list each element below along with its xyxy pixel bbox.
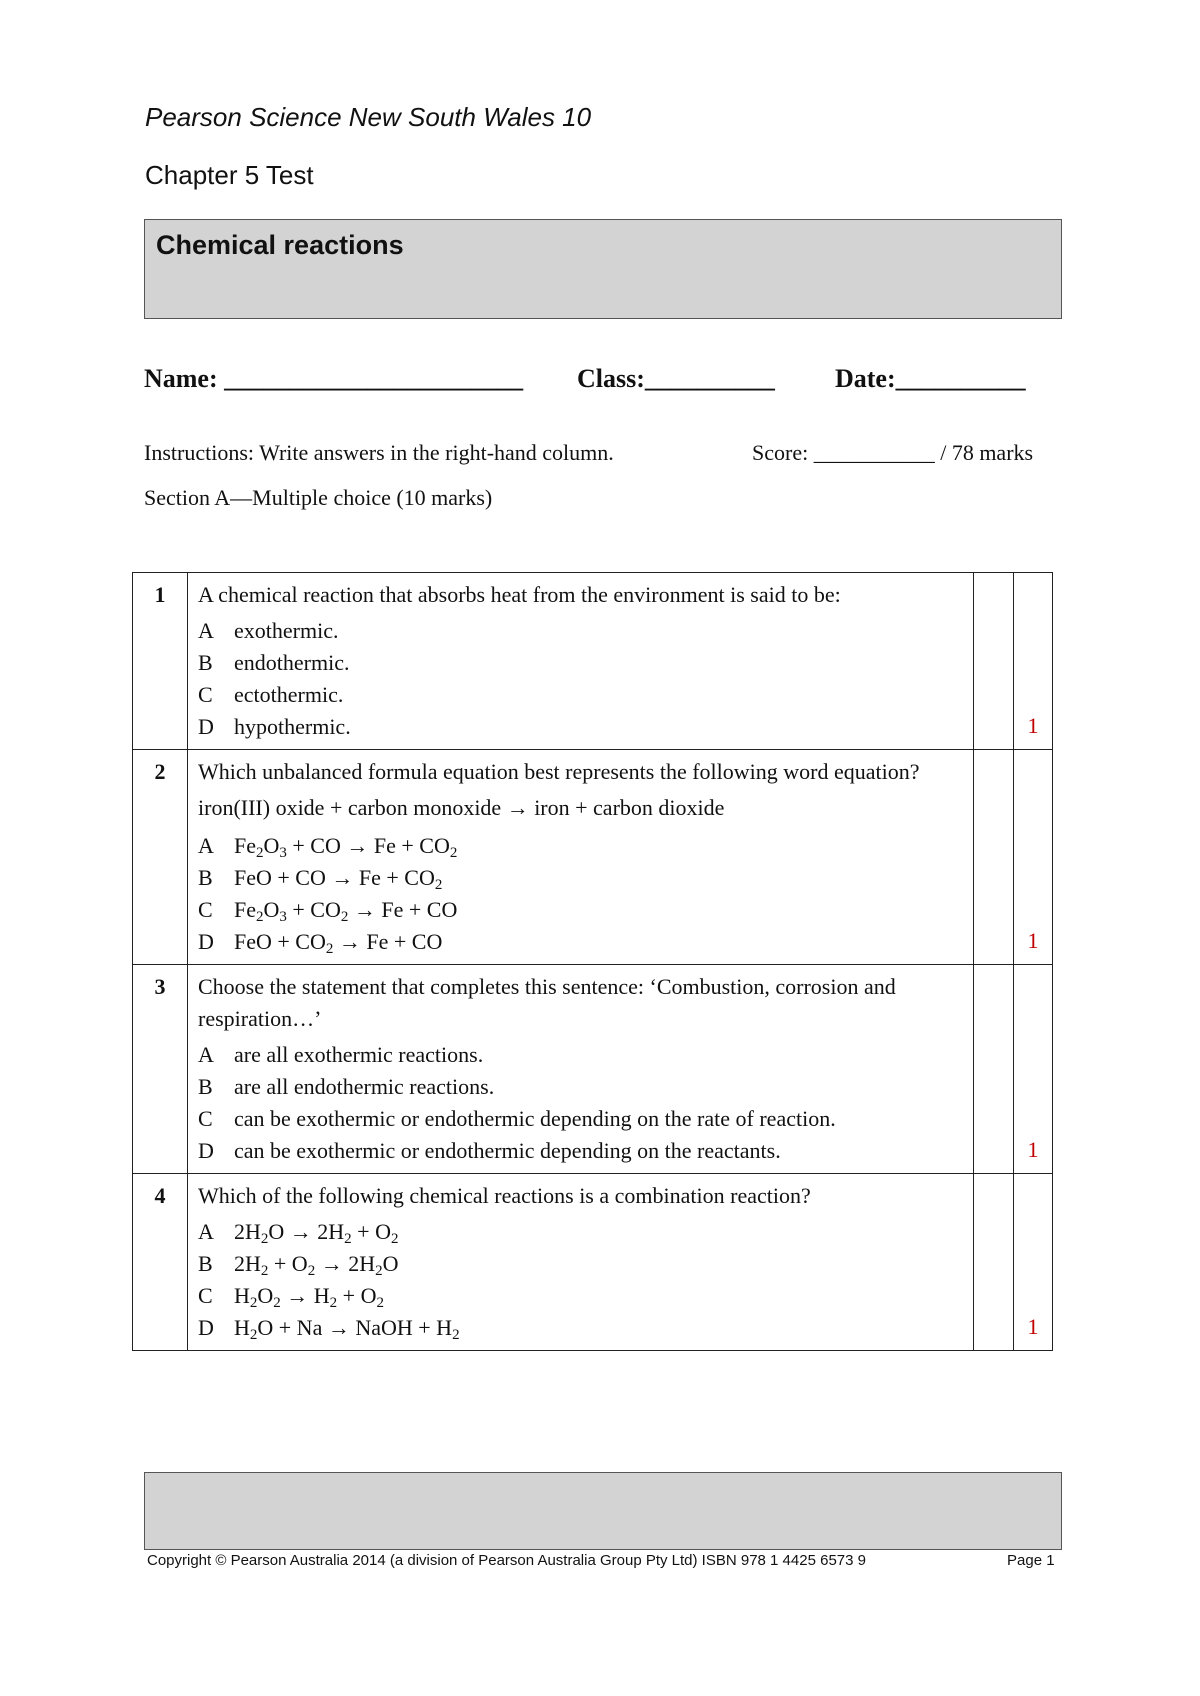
answer-option [198, 1071, 963, 1103]
answer-option [198, 1103, 963, 1135]
option-text: FeO + CO → $Fe + CO_2$ [234, 865, 443, 893]
answer-option [198, 711, 963, 743]
answer-cell [974, 750, 1014, 965]
option-letter: A [198, 618, 214, 643]
option-text: $Fe_2O_3 + CO_2 \to Fe$ + CO [234, 897, 458, 925]
word-equation: iron(III) oxide + carbon monoxide → iron + carbon dioxide [198, 795, 725, 820]
option-text: can be exothermic or endothermic depending on the rate of reaction. [234, 1106, 836, 1131]
answer-option [198, 647, 963, 679]
chapter-title: Chapter 5 Test [145, 160, 314, 190]
marks-cell: 1 [1014, 750, 1053, 965]
answer-cell [974, 1174, 1014, 1351]
question-row [133, 1174, 1053, 1351]
question-number: 2 [133, 750, 188, 965]
option-letter: D [198, 1138, 214, 1163]
answer-option [198, 1216, 963, 1248]
option-text: endothermic. [234, 650, 350, 675]
question-body [188, 573, 974, 750]
option-letter: D [198, 714, 214, 739]
option-text: can be exothermic or endothermic depending on the reactants. [234, 1138, 781, 1163]
option-text: exothermic. [234, 618, 339, 643]
question-body [188, 965, 974, 1174]
copyright-notice: Copyright © Pearson Australia 2014 (a division of Pearson Australia Group Pty Ltd) ISBN 978 1 4425 6573 9 [147, 1552, 866, 1569]
option-letter: B [198, 1074, 213, 1099]
marks-cell: 1 [1014, 965, 1053, 1174]
answer-option [198, 1248, 963, 1280]
option-letter: D [198, 929, 214, 954]
page-number: Page 1 [1007, 1552, 1055, 1569]
option-letter: A [198, 833, 214, 858]
option-letter: A [198, 1042, 214, 1067]
option-letter: B [198, 865, 213, 890]
option-text: FeO + $CO_2 \to Fe$ + CO [234, 929, 443, 957]
answer-option [198, 1280, 963, 1312]
topic-banner [144, 219, 1062, 319]
option-letter: C [198, 1106, 213, 1131]
question-stem: A chemical reaction that absorbs heat from the environment is said to be: [198, 582, 841, 607]
option-letter: D [198, 1315, 214, 1340]
question-number: 3 [133, 965, 188, 1174]
answer-option [198, 679, 963, 711]
option-letter: C [198, 1283, 213, 1308]
score-field: Score: ___________ / 78 marks [752, 440, 1034, 465]
option-text: $2H_2O \to 2H_2 + O_2$ [234, 1219, 399, 1247]
date-field: Date:__________ [835, 364, 1026, 393]
answer-cell [974, 573, 1014, 750]
answer-cell [974, 965, 1014, 1174]
option-text: are all endothermic reactions. [234, 1074, 495, 1099]
questions-table [132, 572, 1053, 1351]
option-letter: B [198, 650, 213, 675]
option-text: $2H_2 + O_2 \to 2H_2O$ [234, 1251, 399, 1279]
section-heading: Section A—Multiple choice (10 marks) [144, 485, 493, 510]
question-row [133, 750, 1053, 965]
question-body [188, 1174, 974, 1351]
option-letter: A [198, 1219, 214, 1244]
answer-option [198, 1135, 963, 1167]
name-field: Name: _______________________ [144, 364, 524, 393]
class-field: Class:__________ [577, 364, 775, 393]
question-stem: Which unbalanced formula equation best represents the following word equation? [198, 759, 920, 784]
option-text: ectothermic. [234, 682, 344, 707]
instructions: Instructions: Write answers in the right-hand column. [144, 440, 614, 465]
answer-option [198, 615, 963, 647]
answer-option [198, 1039, 963, 1071]
question-stem: Which of the following chemical reactions is a combination reaction? [198, 1183, 811, 1208]
marks-cell: 1 [1014, 1174, 1053, 1351]
question-body [188, 750, 974, 965]
option-text: hypothermic. [234, 714, 351, 739]
option-text: are all exothermic reactions. [234, 1042, 484, 1067]
answer-option [198, 1312, 963, 1344]
option-letter: C [198, 682, 213, 707]
question-row [133, 965, 1053, 1174]
question-number: 4 [133, 1174, 188, 1351]
question-stem: Choose the statement that completes this sentence: ‘Combustion, corrosion and respiration…’ [198, 974, 896, 1031]
answer-option [198, 926, 963, 958]
option-text: $H_2O + Na$ → NaOH + $H_2$ [234, 1315, 460, 1343]
option-letter: B [198, 1251, 213, 1276]
answer-option [198, 862, 963, 894]
answer-option [198, 894, 963, 926]
question-number: 1 [133, 573, 188, 750]
topic-title: Chemical reactions [156, 230, 404, 260]
marks-cell: 1 [1014, 573, 1053, 750]
option-text: $Fe_2O_3$ + CO → $Fe + CO_2$ [234, 833, 458, 861]
answer-option [198, 830, 963, 862]
question-row [133, 573, 1053, 750]
series-title: Pearson Science New South Wales 10 [145, 102, 592, 132]
footer-banner [144, 1472, 1062, 1550]
option-text: $H_2O_2 \to H_2 + O_2$ [234, 1283, 384, 1311]
option-letter: C [198, 897, 213, 922]
